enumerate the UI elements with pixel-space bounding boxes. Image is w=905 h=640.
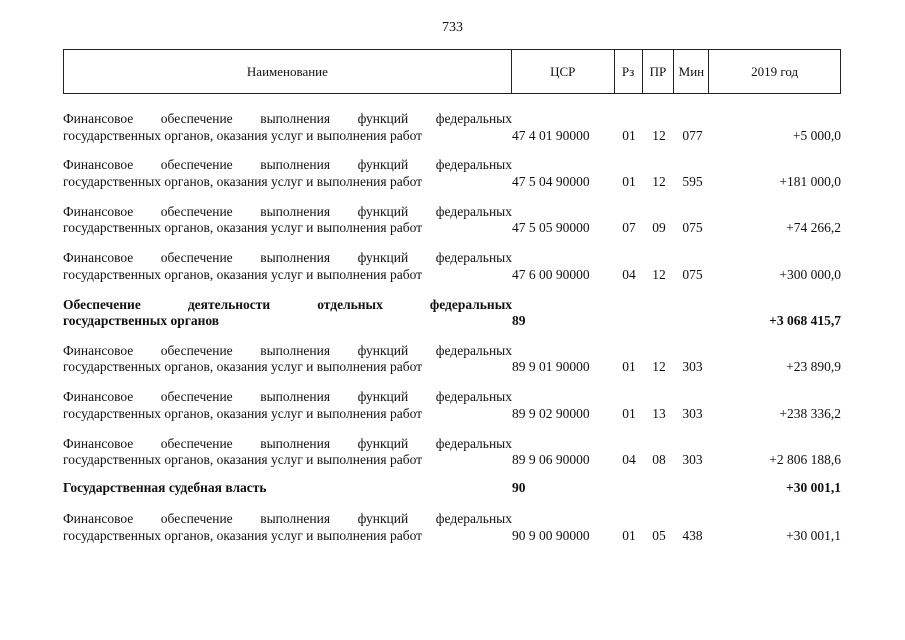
table-row [63,385,841,422]
row-name-line: Обеспечение деятельности отдельных федеральных [63,296,512,312]
row-csr: 47 6 00 90000 [512,266,590,282]
row-name [63,111,512,144]
row-rz: 01 [622,527,636,543]
row-amount: +30 001,1 [786,479,841,495]
row-name-line: государственных органов, оказания услуг и выполнения работ [63,527,423,543]
row-pr: 12 [652,359,666,375]
row-name-line: государственных органов, оказания услуг и выполнения работ [63,266,423,282]
row-name [63,389,512,422]
row-csr: 90 9 00 90000 [512,527,590,543]
row-name-line: Финансовое обеспечение выполнения функций федеральных [63,389,512,405]
row-name-line: Финансовое обеспечение выполнения функций федеральных [63,511,512,527]
row-name-line: Финансовое обеспечение выполнения функций федеральных [63,435,512,451]
row-name-line: Финансовое обеспечение выполнения функций федеральных [63,342,512,358]
row-name-line: Государственная судебная власть [63,479,267,495]
row-amount: +5 000,0 [792,127,841,143]
row-csr: 47 4 01 90000 [512,127,590,143]
row-csr: 90 [512,479,526,495]
row-amount: +3 068 415,7 [769,313,841,329]
row-name [63,250,512,283]
row-rz: 01 [622,127,636,143]
row-min: 075 [682,220,703,236]
row-name-line: Финансовое обеспечение выполнения функций федеральных [63,203,512,219]
row-amount: +181 000,0 [779,173,841,189]
row-name-line: государственных органов, оказания услуг и выполнения работ [63,359,423,375]
row-min: 595 [682,173,703,189]
row-amount: +2 806 188,6 [769,452,841,468]
row-min: 077 [682,127,703,143]
row-csr: 47 5 05 90000 [512,220,590,236]
row-name [63,297,512,330]
row-rz: 04 [622,452,636,468]
row-name-line: государственных органов [63,313,220,329]
row-name [63,343,512,376]
row-amount: +74 266,2 [786,220,841,236]
row-pr: 12 [652,173,666,189]
row-min: 303 [682,452,703,468]
row-csr: 47 5 04 90000 [512,173,590,189]
row-name-line: государственных органов, оказания услуг и выполнения работ [63,405,423,421]
row-csr: 89 9 02 90000 [512,405,590,421]
header-rz: Рз [615,50,643,93]
row-name [63,157,512,190]
row-name-line: государственных органов, оказания услуг и выполнения работ [63,173,423,189]
table-row [63,507,841,544]
row-amount: +300 000,0 [779,266,841,282]
table-row [63,246,841,283]
row-name-line: государственных органов, оказания услуг и выполнения работ [63,452,423,468]
row-min: 303 [682,405,703,421]
row-pr: 12 [652,127,666,143]
row-rz: 01 [622,359,636,375]
row-name [63,480,512,497]
row-name-line: государственных органов, оказания услуг и выполнения работ [63,127,423,143]
table-row [63,339,841,376]
row-pr: 08 [652,452,666,468]
row-pr: 13 [652,405,666,421]
table-body [63,107,841,554]
row-name-line: Финансовое обеспечение выполнения функций федеральных [63,250,512,266]
row-csr: 89 9 01 90000 [512,359,590,375]
table-header [63,49,841,94]
row-csr: 89 [512,313,526,329]
row-pr: 05 [652,527,666,543]
row-min: 303 [682,359,703,375]
row-amount: +238 336,2 [779,405,841,421]
table-row-section [63,478,841,496]
page-number: 733 [442,20,463,35]
row-min: 438 [682,527,703,543]
row-pr: 12 [652,266,666,282]
row-rz: 01 [622,173,636,189]
table-row [63,432,841,469]
table-row [63,153,841,190]
header-year: 2019 год [751,63,799,79]
row-name-line: Финансовое обеспечение выполнения функций федеральных [63,111,512,126]
row-rz: 04 [622,266,636,282]
row-pr: 09 [652,220,666,236]
header-pr: ПР [643,50,675,93]
row-rz: 07 [622,220,636,236]
row-csr: 89 9 06 90000 [512,452,590,468]
row-name-line: Финансовое обеспечение выполнения функций федеральных [63,157,512,173]
row-name [63,511,512,544]
table-row [63,107,841,144]
header-name: Наименование [64,50,512,93]
row-amount: +23 890,9 [786,359,841,375]
row-name [63,204,512,237]
row-name [63,436,512,469]
row-min: 075 [682,266,703,282]
table-row [63,200,841,237]
table-row-section [63,293,841,330]
header-min: Мин [674,50,709,93]
row-amount: +30 001,1 [786,527,841,543]
row-rz: 01 [622,405,636,421]
header-csr: ЦСР [512,50,615,93]
row-name-line: государственных органов, оказания услуг и выполнения работ [63,220,423,236]
